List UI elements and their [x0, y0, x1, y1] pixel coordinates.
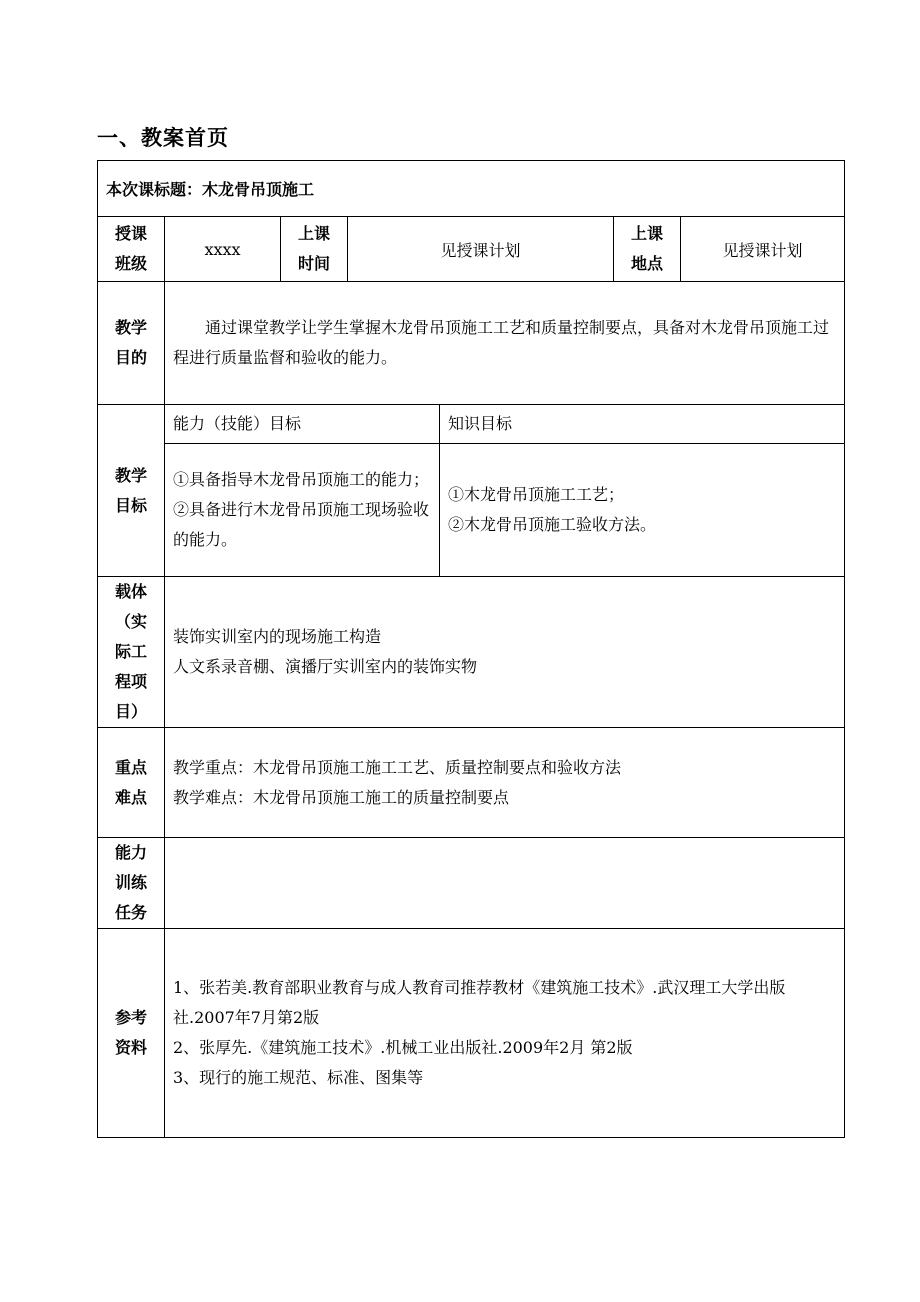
reference-item: 3、现行的施工规范、标准、图集等 — [173, 1068, 424, 1087]
tasks-content — [165, 838, 845, 929]
keypoints-content — [165, 728, 845, 838]
lesson-title-label: 本次课标题： — [106, 180, 203, 199]
class-value: xxxx — [165, 217, 281, 282]
carrier-item: 人文系录音棚、演播厅实训室内的装饰实物 — [173, 657, 478, 676]
ability-objectives — [165, 444, 440, 577]
keypoint-item: 教学难点：木龙骨吊顶施工施工的质量控制要点 — [173, 787, 510, 807]
row-objectives-content — [98, 444, 845, 577]
lesson-title-cell — [98, 161, 845, 217]
carrier-item: 装饰实训室内的现场施工构造 — [173, 627, 382, 646]
row-lesson-title — [98, 161, 845, 217]
objectives-label: 教学 目标 — [98, 405, 165, 577]
tasks-label: 能力 训练 任务 — [98, 838, 165, 929]
place-value: 见授课计划 — [681, 217, 845, 282]
knowledge-item: ②木龙骨吊顶施工验收方法。 — [448, 515, 657, 534]
reference-item: 2、张厚先.《建筑施工技术》.机械工业出版社.2009年2月 第2版 — [173, 1038, 633, 1057]
row-objectives-header — [98, 405, 845, 444]
reference-item: 1、张若美.教育部职业教育与成人教育司推荐教材《建筑施工技术》.武汉理工大学出版社.2007年7月第2版 — [173, 978, 786, 1027]
purpose-label: 教学 目的 — [98, 282, 165, 405]
time-label: 上课 时间 — [281, 217, 348, 282]
carrier-label: 载体 （实 际工 程项 目） — [98, 577, 165, 728]
knowledge-item: ①木龙骨吊顶施工工艺； — [448, 485, 625, 504]
purpose-text: 通过课堂教学让学生掌握木龙骨吊顶施工工艺和质量控制要点，具备对木龙骨吊顶施工过程进行质量监督和验收的能力。 — [165, 282, 845, 405]
row-purpose — [98, 282, 845, 405]
time-value: 见授课计划 — [348, 217, 614, 282]
row-carrier — [98, 577, 845, 728]
row-references — [98, 929, 845, 1138]
lesson-title: 木龙骨吊顶施工 — [202, 180, 315, 199]
ability-item: ②具备进行木龙骨吊顶施工现场验收的能力。 — [173, 500, 430, 549]
ability-item: ①具备指导木龙骨吊顶施工的能力； — [173, 470, 430, 489]
place-label: 上课 地点 — [614, 217, 681, 282]
lesson-plan-table — [97, 160, 845, 1138]
knowledge-objectives — [440, 444, 845, 577]
carrier-content — [165, 577, 845, 728]
row-tasks — [98, 838, 845, 929]
class-label: 授课 班级 — [98, 217, 165, 282]
keypoints-label: 重点 难点 — [98, 728, 165, 838]
knowledge-header: 知识目标 — [440, 405, 845, 444]
keypoint-item: 教学重点：木龙骨吊顶施工施工工艺、质量控制要点和验收方法 — [173, 757, 622, 777]
references-label: 参考 资料 — [98, 929, 165, 1138]
references-content — [165, 929, 845, 1138]
page-heading: 一、教案首页 — [97, 126, 229, 150]
row-keypoints — [98, 728, 845, 838]
row-class-info — [98, 217, 845, 282]
ability-header: 能力（技能）目标 — [165, 405, 440, 444]
